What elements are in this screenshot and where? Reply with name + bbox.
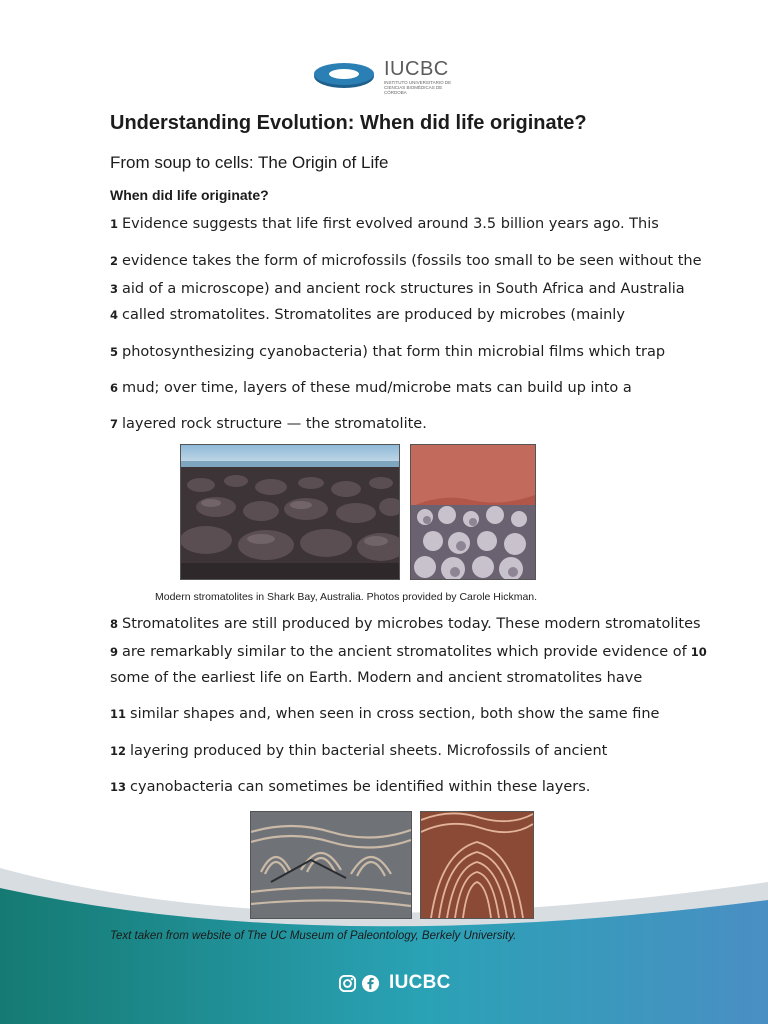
facebook-icon[interactable]	[361, 974, 380, 993]
text-line-8: 8 Stromatolites are still produced by microbes today. These modern stromatolites	[110, 616, 701, 632]
modern-stromatolite-section-photo	[420, 811, 534, 919]
stromatolite-closeup-photo	[410, 444, 536, 580]
source-note: Text taken from website of The UC Museum of Paleontology, Berkely University.	[110, 930, 517, 942]
text-line-6: 6 mud; over time, layers of these mud/microbe mats can build up into a	[110, 380, 632, 396]
footer-social	[338, 970, 451, 996]
text-line-1: 1 Evidence suggests that life first evolved around 3.5 billion years ago. This	[110, 216, 659, 232]
text-line-13: 13 cyanobacteria can sometimes be identified within these layers.	[110, 779, 591, 795]
stromatolite-field-photo	[180, 444, 400, 580]
logo-wordmark: IUCBC	[384, 58, 449, 80]
page-title: Understanding Evolution: When did life originate?	[110, 112, 587, 134]
footer-brand: IUCBC	[389, 972, 451, 993]
text-line-7: 7 layered rock structure — the stromatolite.	[110, 416, 427, 432]
figure-caption: Modern stromatolites in Shark Bay, Australia. Photos provided by Carole Hickman.	[155, 591, 538, 603]
text-line-9: 9 are remarkably similar to the ancient stromatolites which provide evidence of 10	[110, 644, 707, 660]
text-line-10: some of the earliest life on Earth. Modern and ancient stromatolites have	[110, 670, 643, 686]
text-line-12: 12 layering produced by thin bacterial sheets. Microfossils of ancient	[110, 743, 608, 759]
text-line-11: 11 similar shapes and, when seen in cross section, both show the same fine	[110, 706, 660, 722]
logo-subtitle: INSTITUTO UNIVERSITARIO DE CIENCIAS BIOMÉDICAS DE CÓRDOBA	[384, 80, 452, 95]
logo-ring-icon	[312, 62, 376, 90]
instagram-icon[interactable]	[338, 974, 357, 993]
text-line-3: 3 aid of a microscope) and ancient rock structures in South Africa and Australia	[110, 281, 685, 297]
ancient-stromatolite-section-photo	[250, 811, 412, 919]
text-line-4: 4 called stromatolites. Stromatolites are produced by microbes (mainly	[110, 307, 625, 323]
text-line-2: 2 evidence takes the form of microfossils (fossils too small to be seen without the	[110, 253, 702, 269]
page-subtitle: From soup to cells: The Origin of Life	[110, 153, 389, 172]
iucbc-logo	[312, 56, 462, 98]
text-line-5: 5 photosynthesizing cyanobacteria) that form thin microbial films which trap	[110, 344, 666, 360]
section-heading: When did life originate?	[110, 187, 269, 203]
